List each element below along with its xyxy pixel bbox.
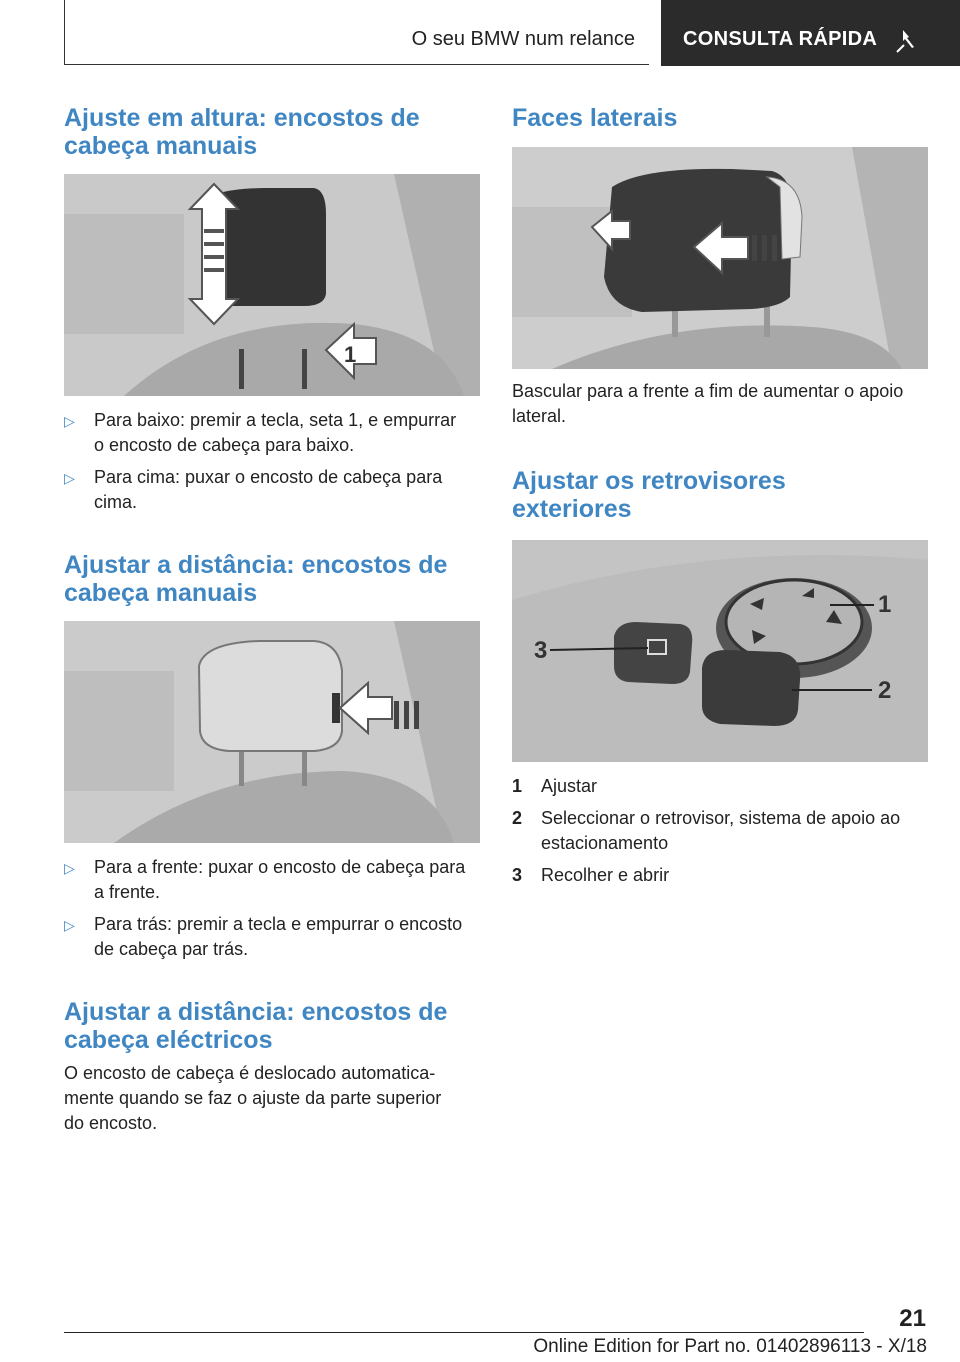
item-text: Seleccionar o retrovisor, sistema de apoio ao [541,808,901,828]
figure-callout-2: 2 [878,677,892,704]
page-number: 21 [899,1305,926,1332]
triangle-bullet-icon: ▷ [64,860,75,876]
footer-edition: Online Edition for Part no. 01402896113 - X/18 [533,1336,927,1357]
chapter-tab[interactable] [661,0,960,66]
heading-mirrors: Ajustar os retrovisores exteriores [512,467,786,523]
figure-callout-3: 3 [534,637,548,664]
numbered-item [512,863,932,888]
list-item: ▷ Para baixo: premir a tecla, seta 1, e empurrar o encosto de cabeça para baixo. [64,410,457,455]
header-rule-bottom [64,64,649,65]
triangle-bullet-icon: ▷ [64,470,75,486]
paragraph-electric: O encosto de cabeça é deslocado automatica- mente quando se faz o ajuste da parte superior do encosto. [64,1063,442,1133]
numbered-item [512,806,932,856]
item-text: estacionamento [541,833,669,853]
figure-callout-1: 1 [344,342,357,367]
figure-headrest-height [64,174,480,396]
figure-callout-1: 1 [878,591,892,618]
pointer-hand-icon [895,26,923,54]
item-number: 3 [512,865,523,885]
item-text: Recolher e abrir [541,865,670,885]
footer-rule [64,1332,864,1333]
heading-height-adjust: Ajuste em altura: encostos de cabeça manuais [64,104,420,160]
triangle-bullet-icon: ▷ [64,917,75,933]
item-number: 2 [512,808,523,828]
paragraph-side-bolsters: Bascular para a frente a fim de aumentar o apoio lateral. [512,381,904,426]
heading-distance-manual: Ajustar a distância: encostos de cabeça manuais [64,551,448,607]
list-item: ▷ Para trás: premir a tecla e empurrar o encosto de cabeça par trás. [64,914,463,959]
figure-mirror-controls [512,540,928,762]
list-item: ▷ Para cima: puxar o encosto de cabeça para cima. [64,467,443,512]
item-number: 1 [512,776,523,796]
numbered-item [512,774,932,799]
triangle-bullet-icon: ▷ [64,413,75,429]
heading-side-bolsters: Faces laterais [512,104,678,132]
heading-distance-electric: Ajustar a distância: encostos de cabeça eléctricos [64,998,448,1054]
figure-headrest-distance [64,621,480,843]
list-item: ▷ Para a frente: puxar o encosto de cabeça para a frente. [64,857,466,902]
chapter-tab-label: CONSULTA RÁPIDA [683,28,878,50]
section-title: O seu BMW num relance [411,28,635,50]
figure-side-bolsters [512,147,928,369]
item-text: Ajustar [541,776,598,796]
